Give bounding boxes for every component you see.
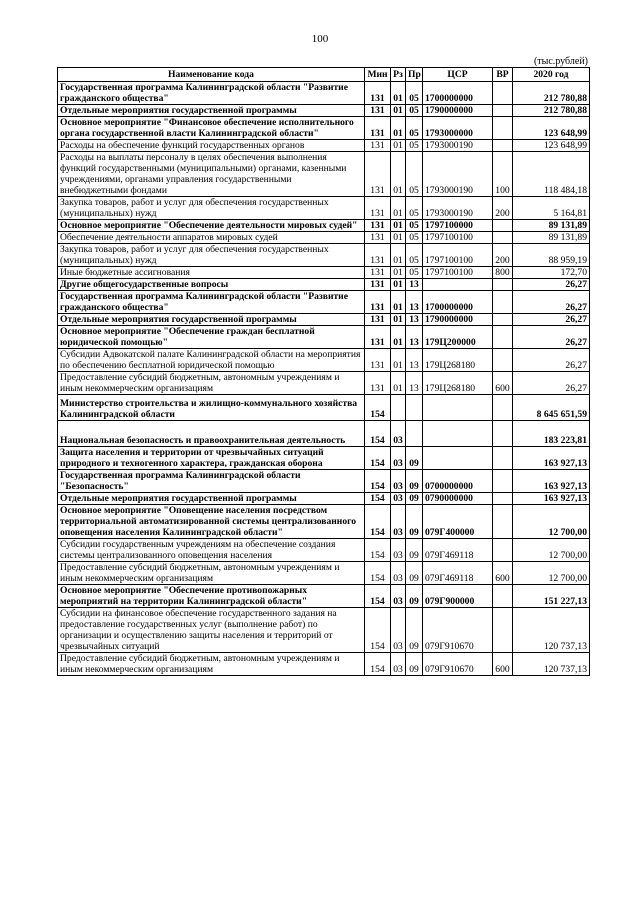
cell-min: 154 [365,493,391,505]
cell-csr: 079Г910670 [423,608,493,653]
cell-min: 131 [365,82,391,105]
cell-csr: 079Г910670 [423,653,493,676]
cell-min: 131 [365,244,391,267]
cell-vr [493,447,513,470]
cell-pr: 09 [406,505,423,539]
cell-rz: 01 [391,349,406,372]
header-pr: Пр [406,68,423,82]
cell-min: 154 [365,539,391,562]
cell-vr: 800 [493,267,513,279]
cell-rz: 01 [391,267,406,279]
cell-rz: 03 [391,562,406,585]
cell-min: 154 [365,585,391,608]
cell-amount: 151 227,13 [513,585,590,608]
cell-amount: 26,27 [513,372,590,395]
cell-pr: 09 [406,447,423,470]
cell-name: Расходы на выплаты персоналу в целях обеспечения выполнения функций государственными (муниципальными) органами, казенными учреждениями, органами управления государственными внебюджетными фондами [58,152,365,197]
cell-name: Основное мероприятие "Обеспечение деятельности мировых судей" [58,220,365,232]
cell-pr: 09 [406,653,423,676]
cell-csr: 179Ц268180 [423,372,493,395]
cell-vr [493,105,513,117]
cell-amount: 120 737,13 [513,608,590,653]
cell-amount: 123 648,99 [513,117,590,140]
cell-min: 131 [365,326,391,349]
cell-name: Закупка товаров, работ и услуг для обеспечения государственных (муниципальных) нужд [58,244,365,267]
cell-vr: 600 [493,372,513,395]
cell-min: 131 [365,152,391,197]
cell-amount: 26,27 [513,279,590,291]
cell-vr [493,326,513,349]
cell-min: 154 [365,608,391,653]
cell-min: 131 [365,279,391,291]
cell-rz: 01 [391,220,406,232]
cell-pr [406,421,423,447]
cell-name: Основное мероприятие "Финансовое обеспечение исполнительного органа государственной власти Калининградской области" [58,117,365,140]
cell-rz: 01 [391,326,406,349]
cell-min: 131 [365,232,391,244]
cell-vr [493,470,513,493]
cell-amount: 12 700,00 [513,562,590,585]
cell-csr: 079Г400000 [423,505,493,539]
cell-amount: 212 780,88 [513,82,590,105]
cell-csr [423,279,493,291]
cell-pr: 09 [406,470,423,493]
cell-rz: 01 [391,279,406,291]
header-min: Мин [365,68,391,82]
cell-vr [493,585,513,608]
header-name: Наименование кода [58,68,365,82]
cell-pr: 05 [406,267,423,279]
table-row [58,117,590,140]
cell-rz: 01 [391,197,406,220]
cell-vr [493,349,513,372]
cell-amount: 89 131,89 [513,232,590,244]
cell-amount: 8 645 651,59 [513,395,590,421]
table-row [58,349,590,372]
cell-csr: 0700000000 [423,470,493,493]
cell-pr: 05 [406,140,423,152]
cell-pr: 05 [406,232,423,244]
cell-csr: 1700000000 [423,291,493,314]
table-row [58,585,590,608]
cell-pr: 05 [406,220,423,232]
cell-rz: 01 [391,105,406,117]
table-row [58,372,590,395]
cell-pr: 09 [406,608,423,653]
cell-csr: 1793000000 [423,117,493,140]
cell-csr: 1790000000 [423,105,493,117]
cell-vr [493,608,513,653]
cell-vr [493,291,513,314]
cell-vr [493,140,513,152]
cell-pr: 13 [406,279,423,291]
cell-rz: 03 [391,421,406,447]
cell-min: 131 [365,314,391,326]
cell-name: Иные бюджетные ассигнования [58,267,365,279]
cell-rz: 03 [391,505,406,539]
cell-rz: 01 [391,372,406,395]
cell-pr: 09 [406,493,423,505]
cell-rz: 03 [391,608,406,653]
table-row [58,493,590,505]
cell-amount: 89 131,89 [513,220,590,232]
table-row [58,421,590,447]
cell-rz: 01 [391,291,406,314]
cell-csr: 079Г469118 [423,539,493,562]
table-row [58,653,590,676]
cell-amount: 120 737,13 [513,653,590,676]
table-row [58,562,590,585]
table-row [58,395,590,421]
cell-amount: 12 700,00 [513,505,590,539]
cell-amount: 212 780,88 [513,105,590,117]
cell-csr: 1790000000 [423,314,493,326]
cell-name: Основное мероприятие "Оповещение населения посредством территориальной автоматизированной системы централизованного оповещения населения Калининградской области" [58,505,365,539]
header-csr: ЦСР [423,68,493,82]
cell-name: Субсидии государственным учреждениям на обеспечение создания системы централизованного оповещения населения [58,539,365,562]
cell-name: Обеспечение деятельности аппаратов мировых судей [58,232,365,244]
table-row [58,82,590,105]
cell-min: 154 [365,653,391,676]
cell-name: Предоставление субсидий бюджетным, автономным учреждениям и иным некоммерческим организациям [58,372,365,395]
cell-name: Закупка товаров, работ и услуг для обеспечения государственных (муниципальных) нужд [58,197,365,220]
cell-pr: 13 [406,291,423,314]
cell-name: Субсидии Адвокатской палате Калининградской области на мероприятия по обеспечению бесплатной юридической помощью [58,349,365,372]
table-row [58,232,590,244]
cell-rz: 03 [391,653,406,676]
cell-min: 131 [365,105,391,117]
cell-csr: 0790000000 [423,493,493,505]
cell-pr: 13 [406,326,423,349]
table-row [58,291,590,314]
cell-name: Основное мероприятие "Обеспечение противопожарных мероприятий на территории Калининградской области" [58,585,365,608]
cell-vr [493,314,513,326]
table-body [58,82,590,676]
table-row [58,220,590,232]
cell-rz: 01 [391,152,406,197]
cell-min: 131 [365,267,391,279]
cell-pr: 13 [406,372,423,395]
cell-csr [423,421,493,447]
cell-rz: 01 [391,117,406,140]
table-row [58,140,590,152]
cell-pr: 13 [406,314,423,326]
table-row [58,505,590,539]
cell-name: Субсидии на финансовое обеспечение государственного задания на предоставление государственных услуг (выполнение работ) по организации и осуществлению защиты населения и территорий от чрезвычайных ситуаций [58,608,365,653]
header-year: 2020 год [513,68,590,82]
cell-pr: 09 [406,562,423,585]
cell-vr [493,539,513,562]
cell-vr [493,117,513,140]
cell-vr: 600 [493,562,513,585]
cell-vr [493,395,513,421]
cell-rz: 03 [391,585,406,608]
cell-name: Государственная программа Калининградской области "Развитие гражданского общества" [58,291,365,314]
cell-rz: 03 [391,493,406,505]
cell-csr: 1797100000 [423,220,493,232]
cell-amount: 118 484,18 [513,152,590,197]
table-row [58,539,590,562]
cell-rz: 03 [391,539,406,562]
cell-name: Отдельные мероприятия государственной программы [58,314,365,326]
cell-min: 154 [365,470,391,493]
cell-vr [493,232,513,244]
cell-min: 154 [365,447,391,470]
cell-rz: 03 [391,447,406,470]
cell-csr: 1797100100 [423,267,493,279]
cell-csr: 079Г469118 [423,562,493,585]
cell-amount: 163 927,13 [513,493,590,505]
table-row [58,326,590,349]
cell-vr: 200 [493,197,513,220]
cell-min: 131 [365,220,391,232]
cell-pr: 09 [406,585,423,608]
cell-min: 131 [365,117,391,140]
table-row [58,470,590,493]
cell-pr: 09 [406,539,423,562]
cell-csr: 179Ц268180 [423,349,493,372]
cell-name: Министерство строительства и жилищно-коммунального хозяйства Калининградской области [58,395,365,421]
table-row [58,105,590,117]
cell-rz [391,395,406,421]
cell-vr [493,493,513,505]
cell-vr [493,421,513,447]
table-row [58,267,590,279]
cell-min: 131 [365,372,391,395]
cell-name: Государственная программа Калининградской области "Развитие гражданского общества" [58,82,365,105]
cell-amount: 5 164,81 [513,197,590,220]
cell-amount: 172,70 [513,267,590,279]
cell-pr: 05 [406,105,423,117]
cell-csr: 1700000000 [423,82,493,105]
cell-pr: 05 [406,117,423,140]
cell-rz: 01 [391,232,406,244]
cell-pr: 05 [406,82,423,105]
cell-rz: 01 [391,244,406,267]
cell-rz: 03 [391,470,406,493]
cell-amount: 183 223,81 [513,421,590,447]
cell-pr: 05 [406,152,423,197]
cell-vr [493,82,513,105]
cell-name: Отдельные мероприятия государственной программы [58,493,365,505]
cell-pr [406,395,423,421]
unit-label: (тыс.рублей) [533,56,588,67]
cell-name: Защита населения и территории от чрезвычайных ситуаций природного и техногенного характера, гражданская оборона [58,447,365,470]
page-number: 100 [311,33,329,45]
cell-name: Предоставление субсидий бюджетным, автономным учреждениям и иным некоммерческим организациям [58,562,365,585]
table-header-row [58,68,590,82]
table-row [58,447,590,470]
header-vr: ВР [493,68,513,82]
cell-amount: 26,27 [513,349,590,372]
table-row [58,314,590,326]
cell-vr: 200 [493,244,513,267]
cell-name: Государственная программа Калининградской области "Безопасность" [58,470,365,493]
cell-min: 131 [365,197,391,220]
cell-csr: 1797100100 [423,244,493,267]
cell-pr: 05 [406,244,423,267]
cell-min: 154 [365,505,391,539]
cell-min: 131 [365,291,391,314]
cell-name: Отдельные мероприятия государственной программы [58,105,365,117]
cell-csr: 1793000190 [423,140,493,152]
table-row [58,152,590,197]
cell-amount: 163 927,13 [513,470,590,493]
cell-vr [493,220,513,232]
cell-csr: 1793000190 [423,152,493,197]
cell-amount: 26,27 [513,291,590,314]
cell-amount: 12 700,00 [513,539,590,562]
cell-name: Предоставление субсидий бюджетным, автономным учреждениям и иным некоммерческим организациям [58,653,365,676]
cell-pr: 13 [406,349,423,372]
cell-csr [423,447,493,470]
cell-min: 131 [365,140,391,152]
budget-table [57,67,590,676]
cell-amount: 163 927,13 [513,447,590,470]
cell-min: 154 [365,395,391,421]
cell-amount: 26,27 [513,326,590,349]
cell-min: 154 [365,562,391,585]
cell-amount: 26,27 [513,314,590,326]
cell-rz: 01 [391,82,406,105]
cell-vr: 100 [493,152,513,197]
table-row [58,279,590,291]
cell-vr [493,279,513,291]
cell-csr [423,395,493,421]
cell-amount: 88 959,19 [513,244,590,267]
cell-csr: 1793000190 [423,197,493,220]
cell-name: Другие общегосударственные вопросы [58,279,365,291]
cell-amount: 123 648,99 [513,140,590,152]
table-row [58,608,590,653]
table-row [58,197,590,220]
cell-min: 131 [365,349,391,372]
cell-name: Расходы на обеспечение функций государственных органов [58,140,365,152]
cell-name: Национальная безопасность и правоохранительная деятельность [58,421,365,447]
cell-vr [493,505,513,539]
cell-pr: 05 [406,197,423,220]
cell-vr: 600 [493,653,513,676]
cell-min: 154 [365,421,391,447]
header-rz: Рз [391,68,406,82]
cell-csr: 179Ц200000 [423,326,493,349]
cell-rz: 01 [391,140,406,152]
table-row [58,244,590,267]
cell-csr: 079Г900000 [423,585,493,608]
cell-csr: 1797100100 [423,232,493,244]
cell-name: Основное мероприятие "Обеспечение граждан бесплатной юридической помощью" [58,326,365,349]
cell-rz: 01 [391,314,406,326]
